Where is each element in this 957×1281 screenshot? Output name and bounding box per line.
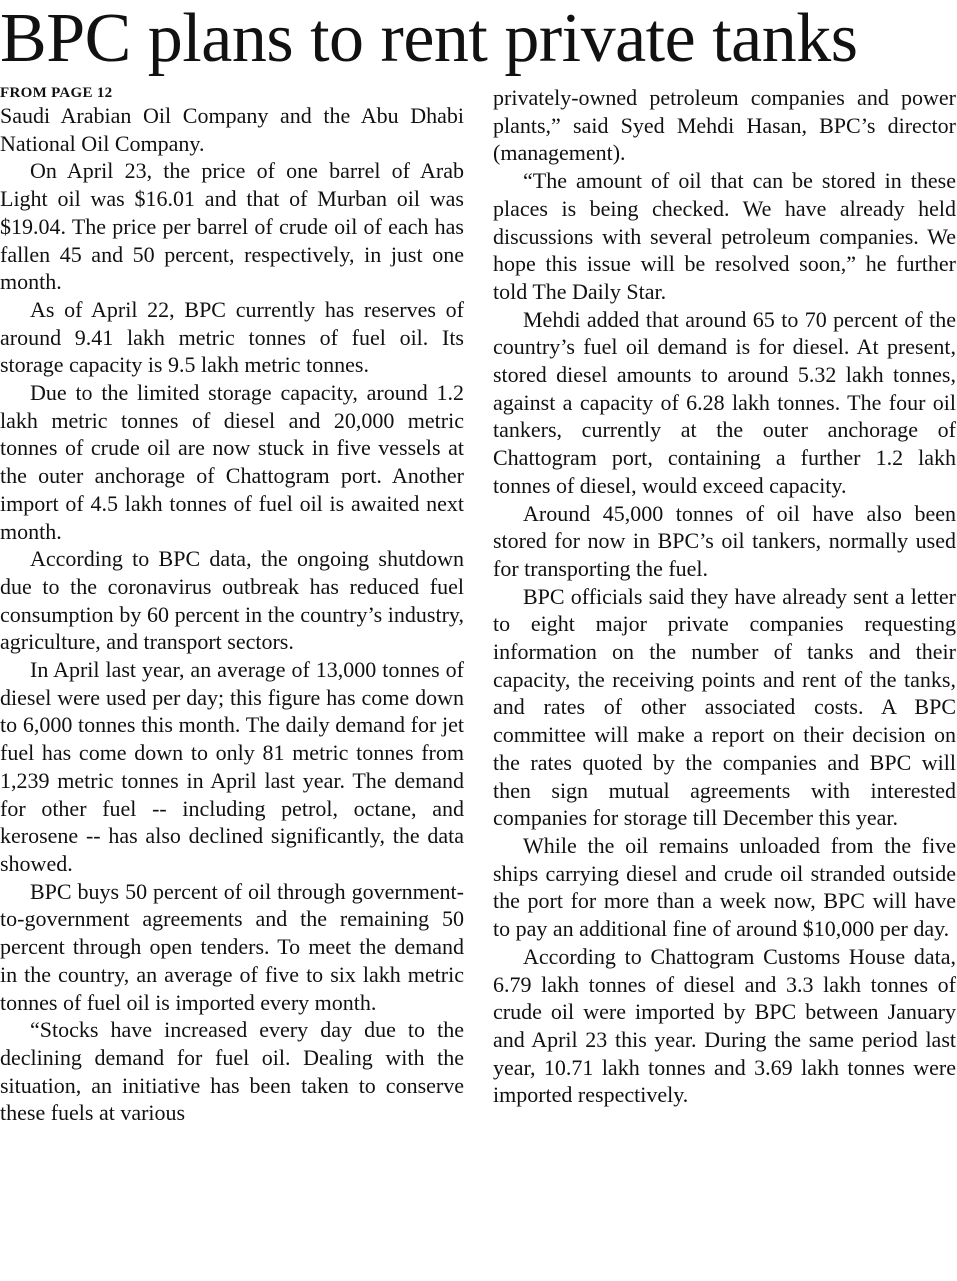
article-column-left	[0, 84, 464, 1127]
article-column-right	[493, 84, 956, 1109]
paragraph: Mehdi added that around 65 to 70 percent of the country’s fuel oil demand is for diesel. At present, stored diesel amounts to around 5.32 lakh tonnes, against a capacity of 6.28 lakh tonnes. The four oil tankers, currently at the outer anchorage of Chattogram port, containing a further 1.2 lakh tonnes of diesel, would exceed capacity.	[493, 306, 956, 498]
paragraph: According to Chattogram Customs House data, 6.79 lakh tonnes of diesel and 3.3 lakh tonnes of crude oil were imported by BPC between January and April 23 this year. During the same period last year, 10.71 lakh tonnes and 3.69 lakh tonnes were imported respectively.	[493, 943, 956, 1108]
headline: BPC plans to rent private tanks	[0, 0, 858, 77]
paragraph: Around 45,000 tonnes of oil have also been stored for now in BPC’s oil tankers, normally used for transporting the fuel.	[493, 500, 956, 581]
paragraph: “Stocks have increased every day due to the declining demand for fuel oil. Dealing with the situation, an initiative has been taken to conserve these fuels at various	[0, 1017, 464, 1126]
paragraph: According to BPC data, the ongoing shutdown due to the coronavirus outbreak has reduced fuel consumption by 60 percent in the country’s industry, agriculture, and transport sectors.	[0, 546, 464, 655]
paragraph: On April 23, the price of one barrel of Arab Light oil was $16.01 and that of Murban oil was $19.04. The price per barrel of crude oil of each has fallen 45 and 50 percent, respectively, in just one month.	[0, 158, 464, 295]
paragraph: BPC officials said they have already sent a letter to eight major private companies requesting information on the number of tanks and their capacity, the receiving points and rent of the tanks, and rates of other associated costs. A BPC committee will make a report on their decision on the rates quoted by the companies and BPC will then sign mutual agreements with interested companies for storage till December this year.	[493, 583, 956, 831]
paragraph: privately-owned petroleum companies and power plants,” said Syed Mehdi Hasan, BPC’s director (management).	[493, 85, 956, 166]
paragraph: Saudi Arabian Oil Company and the Abu Dhabi National Oil Company.	[0, 103, 464, 156]
paragraph: BPC buys 50 percent of oil through government-to-government agreements and the remaining 50 percent through open tenders. To meet the demand in the country, an average of five to six lakh metric tonnes of fuel oil is imported every month.	[0, 878, 464, 1015]
dateline: FROM PAGE 12	[0, 85, 113, 101]
paragraph: While the oil remains unloaded from the five ships carrying diesel and crude oil stranded outside the port for more than a week now, BPC will have to pay an additional fine of around $10,000 per day.	[493, 832, 956, 942]
paragraph: Due to the limited storage capacity, around 1.2 lakh metric tonnes of diesel and 20,000 metric tonnes of crude oil are now stuck in five vessels at the outer anchorage of Chattogram port. Another import of 4.5 lakh tonnes of fuel oil is awaited next month.	[0, 380, 464, 544]
paragraph: As of April 22, BPC currently has reserves of around 9.41 lakh metric tonnes of fuel oil. Its storage capacity is 9.5 lakh metric tonnes.	[0, 296, 464, 378]
paragraph: “The amount of oil that can be stored in these places is being checked. We have already held discussions with several petroleum companies. We hope this issue will be resolved soon,” he further told The Daily Star.	[493, 168, 956, 304]
paragraph: In April last year, an average of 13,000 tonnes of diesel were used per day; this figure has come down to 6,000 tonnes this month. The daily demand for jet fuel has come down to only 81 metric tonnes from 1,239 metric tonnes in April last year. The demand for other fuel -- including petrol, octane, and kerosene -- has also declined significantly, the data showed.	[0, 657, 464, 876]
